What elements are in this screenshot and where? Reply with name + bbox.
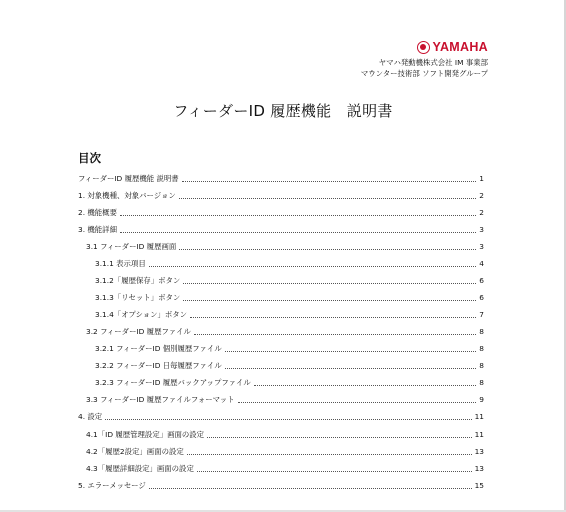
- toc-entry-label: 4.1「ID 履歴管理設定」画面の設定: [86, 430, 205, 439]
- toc-entry-label: フィーダーID 履歴機能 説明書: [78, 174, 179, 183]
- toc-entry[interactable]: [95, 257, 484, 269]
- toc-entry-page: 2: [479, 191, 484, 200]
- toc-entry[interactable]: [78, 189, 484, 201]
- toc-entry[interactable]: [95, 274, 484, 286]
- toc-entry-page: 1: [479, 174, 484, 183]
- toc-entry-label: 3.2.2 フィーダーID 日毎履歴ファイル: [95, 361, 222, 370]
- toc-leader-dots: [190, 317, 476, 318]
- toc-leader-dots: [105, 419, 471, 420]
- toc-entry-page: 8: [479, 344, 484, 353]
- toc-entry-label: 3.1.4「オプション」ボタン: [95, 310, 188, 319]
- toc-entry-label: 3.2.3 フィーダーID 履歴バックアップファイル: [95, 378, 251, 387]
- toc-leader-dots: [197, 471, 472, 472]
- toc-leader-dots: [187, 454, 472, 455]
- toc-leader-dots: [254, 385, 476, 386]
- toc-entry-page: 9: [479, 395, 484, 404]
- toc-entry-label: 4.2「履歴2設定」画面の設定: [86, 447, 184, 456]
- toc-entry[interactable]: [95, 291, 484, 303]
- toc-entry[interactable]: [86, 240, 484, 252]
- toc-entry-label: 3.1.3「リセット」ボタン: [95, 293, 181, 302]
- toc-entry-label: 3.1.2「履歴保存」ボタン: [95, 276, 181, 285]
- org-line-company: ヤマハ発動機株式会社 IM 事業部: [378, 58, 488, 67]
- toc-entry-label: 3. 機能詳細: [78, 225, 117, 234]
- toc-entry-page: 3: [479, 225, 484, 234]
- toc-entry[interactable]: [78, 223, 484, 235]
- toc-entry-page: 8: [479, 378, 484, 387]
- toc-leader-dots: [194, 334, 476, 335]
- toc-entry-page: 8: [479, 327, 484, 336]
- toc-leader-dots: [179, 249, 476, 250]
- toc-entry-label: 4. 設定: [78, 412, 103, 421]
- document-title: フィーダーID 履歴機能 説明書: [173, 102, 393, 120]
- toc-entry[interactable]: [78, 206, 484, 218]
- toc-entry[interactable]: [86, 462, 484, 474]
- toc-entry-page: 11: [474, 430, 484, 439]
- toc-leader-dots: [207, 437, 472, 438]
- toc-entry[interactable]: [86, 445, 484, 457]
- toc-entry-page: 4: [479, 259, 484, 268]
- org-line-group: マウンター技術部 ソフト開発グループ: [360, 69, 488, 78]
- tuning-fork-emblem-icon: [417, 41, 430, 54]
- toc-entry-label: 3.1 フィーダーID 履歴画面: [86, 242, 177, 251]
- toc-entry-label: 3.2 フィーダーID 履歴ファイル: [86, 327, 191, 336]
- yamaha-logo: [417, 40, 488, 54]
- toc-entry-label: 2. 機能概要: [78, 208, 117, 217]
- toc-entry-page: 11: [474, 412, 484, 421]
- toc-heading: 目次: [78, 151, 101, 165]
- toc-entry-page: 13: [474, 447, 484, 456]
- toc-leader-dots: [179, 198, 476, 199]
- toc-entry-label: 4.3「履歴詳細設定」画面の設定: [86, 464, 194, 473]
- toc-entry-label: 5. エラーメッセージ: [78, 481, 146, 490]
- toc-leader-dots: [149, 266, 476, 267]
- toc-entry[interactable]: [78, 410, 484, 422]
- toc-entry[interactable]: [86, 393, 484, 405]
- toc-leader-dots: [149, 488, 472, 489]
- toc-leader-dots: [182, 181, 476, 182]
- toc-entry-page: 2: [479, 208, 484, 217]
- toc-entry-page: 15: [474, 481, 484, 490]
- toc-entry-page: 3: [479, 242, 484, 251]
- toc-entry-label: 3.1.1 表示項目: [95, 259, 146, 268]
- toc-entry-page: 6: [479, 276, 484, 285]
- toc-entry-page: 8: [479, 361, 484, 370]
- toc-entry-page: 7: [479, 310, 484, 319]
- toc-leader-dots: [238, 402, 476, 403]
- toc-leader-dots: [183, 283, 476, 284]
- toc-entry-page: 13: [474, 464, 484, 473]
- toc-entry-label: 3.2.1 フィーダーID 個別履歴ファイル: [95, 344, 222, 353]
- toc-leader-dots: [225, 368, 476, 369]
- logo-text: YAMAHA: [432, 40, 488, 54]
- toc-entry[interactable]: [95, 308, 484, 320]
- toc-entry[interactable]: [95, 342, 484, 354]
- toc-leader-dots: [120, 215, 476, 216]
- toc-entry[interactable]: [78, 479, 484, 491]
- toc-entry[interactable]: [86, 428, 484, 440]
- toc-entry-label: 3.3 フィーダーID 履歴ファイルフォーマット: [86, 395, 235, 404]
- toc-entry-page: 6: [479, 293, 484, 302]
- toc-leader-dots: [225, 351, 476, 352]
- toc-entry[interactable]: [78, 172, 484, 184]
- toc-entry[interactable]: [95, 359, 484, 371]
- toc-leader-dots: [183, 300, 476, 301]
- toc-entry[interactable]: [86, 325, 484, 337]
- toc-entry-label: 1. 対象機種、対象バージョン: [78, 191, 176, 200]
- toc-leader-dots: [120, 232, 476, 233]
- toc-entry[interactable]: [95, 376, 484, 388]
